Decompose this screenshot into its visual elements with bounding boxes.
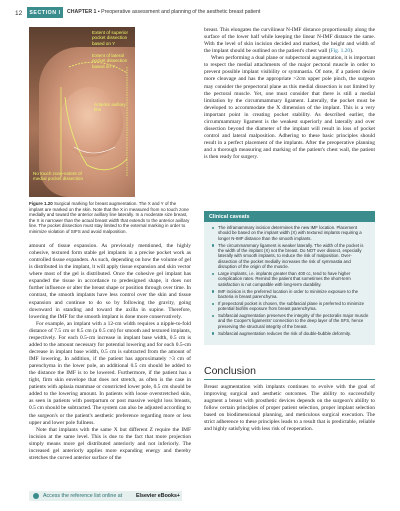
page-header — [0, 0, 400, 25]
right-paragraph-2: When performing a dual plane or subpectoral augmentation, it is important to respect the medial attachments of the major pectoral muscle in order to prevent possible implant visibility or symmastia. Of note, if a patient desire more cleavage and has the appropriate >2cm upper pole pinch, the surgeon may consider the prepectoral plane as this medial dissection is not limited by the pectoral muscle. Yet, one must consider that there is still a medial limitation by the circummammary ligament. Laterally, the pocket must be developed to accommodate the X dimension of the implant. This is a very important point in creating pocket stability. As described earlier, the circummammary ligament is the weakest superiorly and laterally and over dissection beyond the diameter of the implant will result in loss of pocket control and lateral malposition. Adhering to these basic principles should result in a perfect placement of the implants. After the preoperative planning and a thorough measuring and marking of the patient's chest wall, the patient is then ready for surgery. — [204, 55, 375, 161]
reference-footer[interactable] — [29, 491, 182, 501]
caveat-item: The inframammary incision determines the new IMF location. Placement should be based on the implant width (X) with textured implants requiring a longer N-IMF distance than the smooth implants. — [212, 225, 369, 241]
right-paragraph-1-text: breast. This elongates the curvilinear N-IMF distance proportionally along the surface of the lower half while keeping the linear N-IMF distance the same. With the level of skin incision decided and marked, the height and width of the implant should be outlined on the patient's chest wall ( — [204, 27, 375, 55]
ebooks-brand-link[interactable]: Elsevier eBooks+ — [136, 493, 181, 499]
figure-label-axillary: Anterior axillary line — [94, 102, 126, 113]
caveat-item: Subfascial augmentation reduces the risk of double-bubble deformity. — [212, 331, 369, 336]
figure-label-no-touch: No touch zone-extent of medial pocket dissection — [33, 171, 84, 182]
caveat-item: Large implants, i.e. implants greater than 400 cc, tend to have higher complication rates. Remind the patient that sometimes the short-term satisfaction is not compatible with long-term durability. — [212, 271, 369, 287]
figure-label-lateral: Extent of lateral pocket dissection based on Y — [92, 53, 128, 69]
conclusion-heading: Conclusion — [204, 365, 256, 377]
chapter-heading — [67, 9, 260, 15]
caveat-item: If prepectoral pocket is chosen, the subfascial plane is preferred to minimize potential biofilm exposure from breast parenchyma. — [212, 301, 369, 312]
conclusion-divider — [204, 379, 375, 380]
figure-caption — [29, 201, 191, 235]
clinical-caveats-box — [204, 211, 375, 345]
page-number: 12 — [15, 10, 23, 17]
caveat-item: IMF incision is the preferred location in order to minimize exposure to the bacteria in breast parenchyma. — [212, 289, 369, 300]
figure-reference-link[interactable]: Fig. 1.20 — [330, 48, 351, 55]
globe-icon — [33, 493, 39, 499]
chapter-title: Preoperative assessment and planning of the aesthetic breast patient — [101, 9, 261, 15]
left-paragraph-2: For example, an implant with a 12-cm width requires a nipple-to-fold distance of 7.5 cm or 8.5 cm (a 0.5 cm) for smooth and textured implants, respectively. For each 0.5-cm increase in implant base width, 0.5 cm is added to the amount necessary for potential lowering and for each 0.5-cm decrease in implant base width, 0.5 cm is subtracted from the amount of IMF lowering. In addition, if the patient has approximately >3 cm of parenchyma in the lower pole, an additional 0.5 cm should be added to the distance the IMF is to be lowered. Furthermore, if the patient has a tight, firm skin envelope that does not stretch, as often is the case in patients with aplasia mammae or constricted lower pole, 0.5 cm should be added to the lowering amount. In patients with loose overstretched skin, as seen in patients with postpartum or post massive weight loss breasts, 0.5 cm should be subtracted. The system can also be adjusted according to the surgeon's or the patient's aesthetic preference regarding more or less upper and lower pole fullness. — [29, 320, 191, 426]
figure-caption-label: Figure 1.20 — [29, 201, 53, 206]
clinical-caveats-list — [204, 222, 375, 336]
figure-caption-text: Surgical marking for breast augmentation. The X and Y of the implant are marked on the skin. Note that the X in measured from no touch zone medially and toward the anterior axillary line laterally. In a moderate size breast, the X is narrower than the actual breast width that extends to the anterior axillary line. The pocket dissection must stay limited to the external marking in order to minimize violation of SIFS and avoid malposition. — [29, 201, 190, 234]
right-paragraph-1 — [204, 27, 375, 55]
left-paragraph-1: amount of tissue expansion. As previously mentioned, the highly cohesive, textured form stable gel implants in a precise pocket work as controlled tissue expanders. As such, depending on how the volume of gel is distributed in the implant, it will apply tissue expansion and skin vector where most of the gel is distributed. Once the cohesive gel implant has expanded the tissue in accordance to predesigned shape, it does not further influence or alter the breast shape or position through over time. In contrast, the smooth implants have less control over the skin and tissue expansion and continue to do so by following the gravity, going downward in standing and toward the axilla in supine. Therefore, lowering the IMF for the smooth implant is done more conservatively. — [29, 243, 191, 320]
chapter-separator-icon: ▪ — [97, 9, 102, 15]
left-column — [29, 243, 191, 462]
right-column — [204, 27, 375, 161]
caveat-item: Subfascial augmentation preserves the integrity of the pectoralis major muscle and the Cooper's ligaments' connection to the deep layer of the SFS, hence preserving the structural integrity of the breast. — [212, 313, 369, 329]
left-paragraph-3: Note that implants with the same X but different Z require the IMF incision at the same level. This is due to the fact that more projection simply means more gel distributed anteriorly and not inferiorly. The increased gel anteriorly applies more expanding energy and thereby stretches the curved anterior surface of the — [29, 426, 191, 461]
right-paragraph-1-end: ). — [350, 48, 354, 55]
conclusion-section — [204, 384, 375, 433]
reference-footer-text: Access the reference list online at — [43, 493, 123, 499]
chapter-label: CHAPTER 1 — [67, 9, 97, 15]
caveat-item: The circummammary ligament is weaker laterally. The width of the pocket is the width of the implant (X) not the breast. Do NOT over dissect, especially laterally with smooth implants, to reduce the risk of malposition. Over-dissection of the pocket medially increases the risk of symmastia and disruption of the origin of the muscle. — [212, 243, 369, 270]
section-badge: SECTION I — [27, 7, 63, 18]
figure-label-superior: Extent of superior pocket dissection based on Y — [92, 30, 129, 46]
clinical-caveats-title: Clinical caveats — [204, 211, 375, 222]
conclusion-text: Breast augmentation with implants continues to evolve with the goal of improving surgical and aesthetic outcomes. The ability to successfully augment a breast with prosthetic devices depends on the surgeon's ability to follow certain principles of proper patient selection, proper implant selection based on biodimensional planning, and meticulous surgical execution. The strict adherence to these principles leads to a result that is predictable, reliable and highly satisfying with less risk of reoperation. — [204, 384, 375, 433]
